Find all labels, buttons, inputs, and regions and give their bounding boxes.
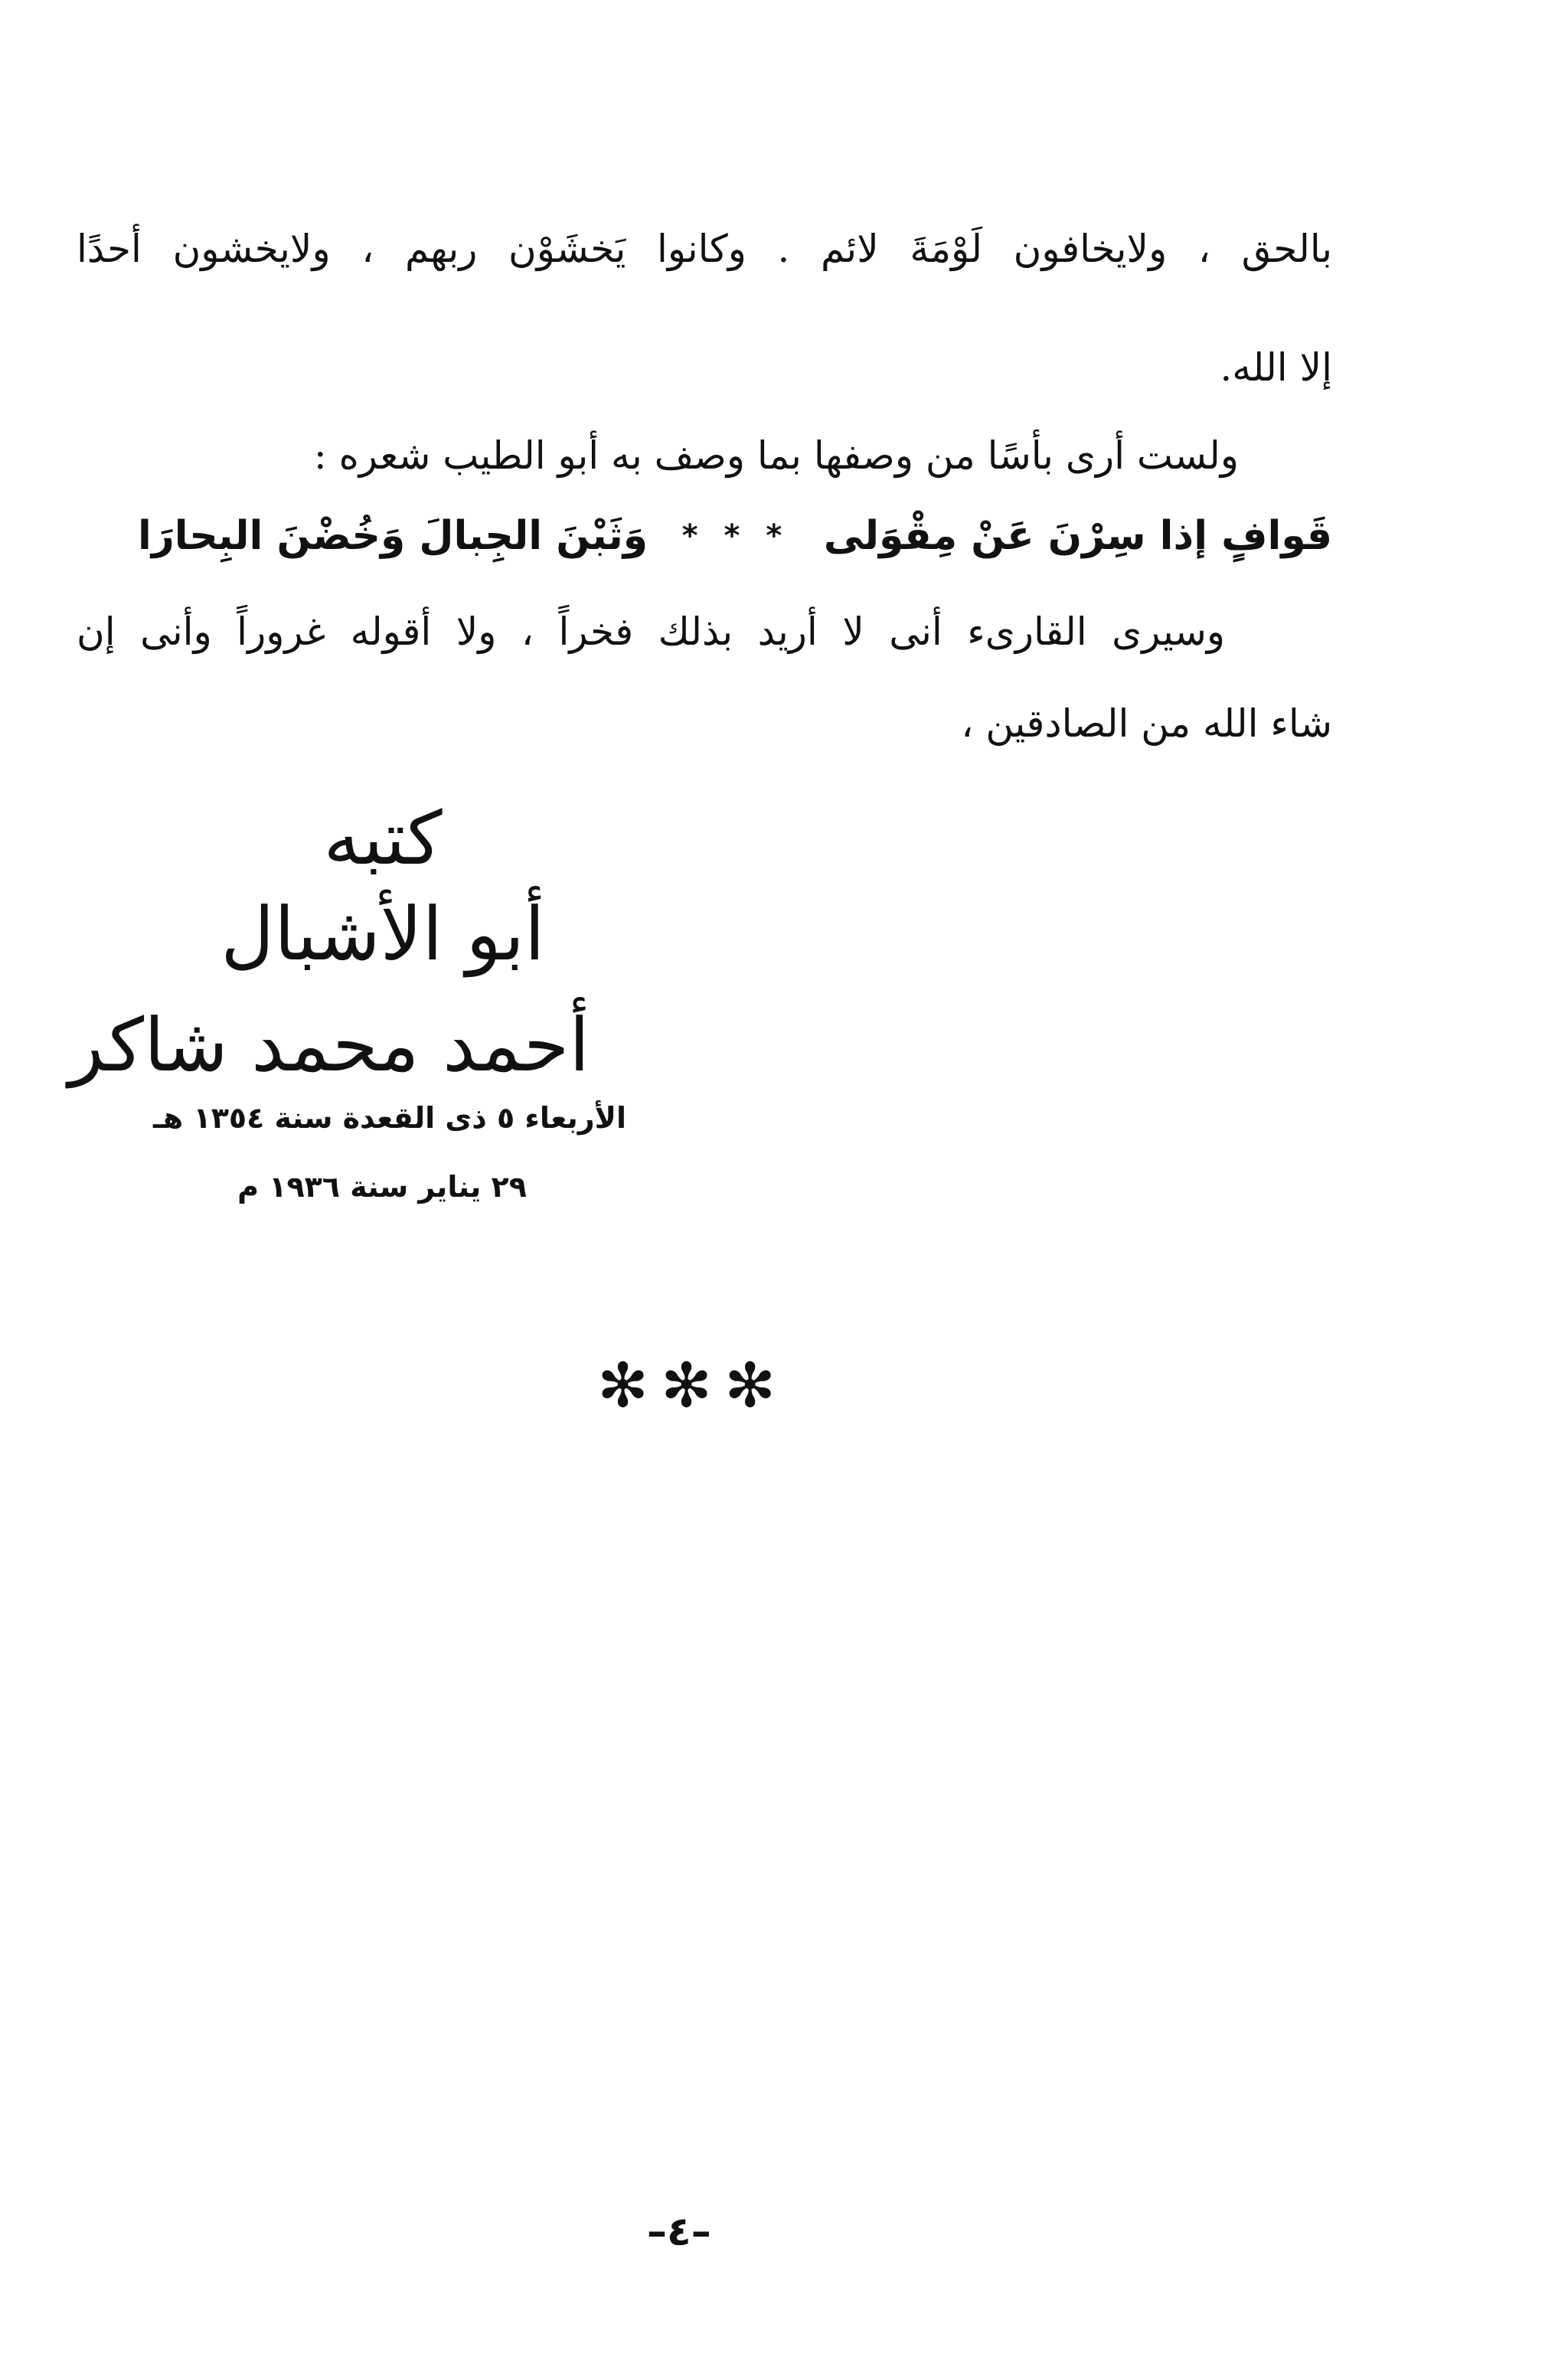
paragraph-1-line-1: بالحق ، ولايخافون لَوْمَةَ لائم . وكانوا يَخشَوْن ربهم ، ولايخشون أحدًا bbox=[77, 227, 1332, 271]
paragraph-1-line-2: إلا الله. bbox=[1220, 345, 1332, 390]
verse-line bbox=[138, 505, 1332, 567]
paragraph-3-line-2: شاء الله من الصادقين ، bbox=[961, 701, 1332, 746]
verse-stars: * * * bbox=[681, 518, 790, 554]
page-number: –٤– bbox=[647, 2209, 711, 2255]
date-gregorian: ٢٩ يناير سنة ١٩٣٦ م bbox=[237, 1170, 527, 1204]
verse-hemistich-right: قَوافٍ إذا سِرْنَ عَنْ مِقْوَلى bbox=[823, 513, 1332, 559]
paragraph-2-line-1: ولست أرى بأسًا من وصفها بما وصف به أبو الطيب شعره : bbox=[313, 433, 1239, 478]
verse-hemistich-left: وَثَبْنَ الجِبالَ وَخُضْنَ البِحارَا bbox=[138, 513, 648, 559]
signature-written-by: كتبه bbox=[323, 796, 443, 881]
section-divider: ✻✻✻ bbox=[597, 1350, 789, 1421]
signature-name: أحمد محمد شاكر bbox=[68, 1002, 590, 1088]
signature-kunya: أبو الأشبال bbox=[220, 891, 545, 977]
date-hijri: الأربعاء ٥ ذى القعدة سنة ١٣٥٤ هـ bbox=[152, 1101, 626, 1135]
paragraph-3-line-1: وسيرى القارىء أنى لا أريد بذلك فخراً ، ولا أقوله غروراً وأنى إن bbox=[77, 609, 1225, 654]
